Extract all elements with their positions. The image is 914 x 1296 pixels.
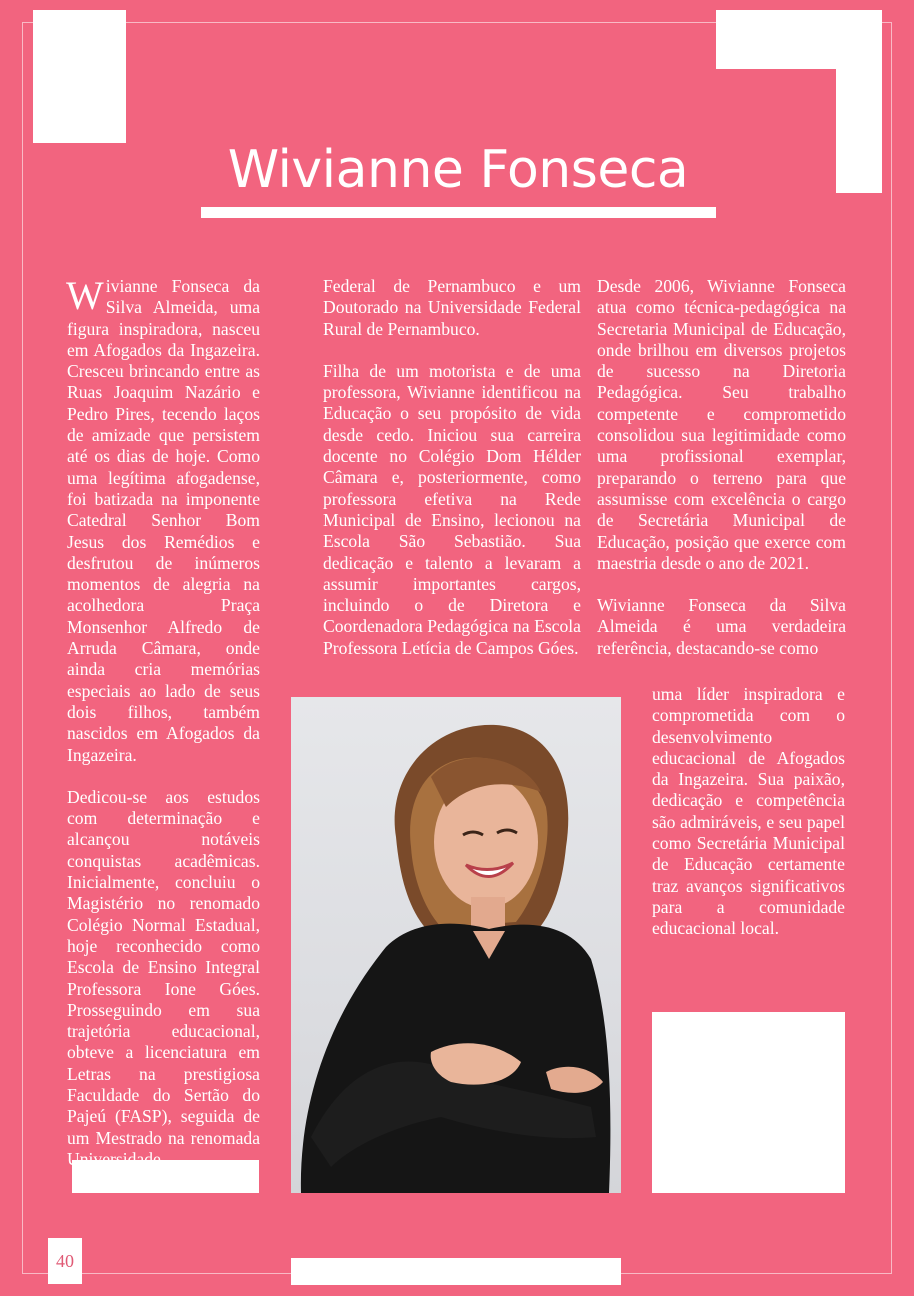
paragraph-reference-end: uma líder inspiradora e comprometida com o desenvolvimento educacional de Afogados da Ingazeira. Sua paixão, dedicação e competência são admiráveis, e seu papel como Secretária Municipal de Educação certamente traz avanços significativos para a comunidade educacional local.: [652, 684, 845, 939]
page-number: 40: [48, 1238, 82, 1284]
corner-block-top-left: [33, 10, 126, 143]
article-column-1: [66, 273, 260, 1170]
article-column-3: [597, 276, 846, 659]
paragraph-education: Dedicou-se aos estudos com determinação e alcançou notáveis conquistas acadêmicas. Inicialmente, concluiu o Magistério no renomado Colégio Normal Estadual, hoje reconhecido como Escola de Ensino Integral Professora Ione Góes. Prosseguindo em sua trajetória educacional, obteve a licenciatura em Letras na prestigiosa Faculdade do Sertão do Pajeú (FASP), seguida de um Mestrado na renomada Universidade: [67, 786, 260, 1169]
paragraph-doctorate: Federal de Pernambuco e um Doutorado na Universidade Federal Rural de Pernambuco.: [323, 276, 581, 339]
page-title: Wivianne Fonseca: [227, 140, 689, 200]
drop-cap: W: [66, 273, 104, 318]
portrait-illustration: [291, 697, 621, 1193]
paragraph-secretary: Desde 2006, Wivianne Fonseca atua como técnica-pedagógica na Secretaria Municipal de Educação, onde brilhou em diversos projetos de sucesso na Diretoria Pedagógica. Seu trabalho competente e comprometido consolidou sua legitimidade como uma profissional exemplar, preparando o terreno para que assumisse com excelência o cargo de Secretária Municipal de Educação, posição que exerce com maestria desde o ano de 2021.: [597, 276, 846, 573]
article-column-2: [323, 276, 581, 659]
title-underline: [201, 207, 716, 218]
portrait-photo: [291, 697, 621, 1193]
paragraph-career: Filha de um motorista e de uma professora, Wivianne identificou na Educação o seu propósito de vida desde cedo. Iniciou sua carreira docente no Colégio Dom Hélder Câmara e, posteriormente, como professora efetiva na Rede Municipal de Ensino, lecionou na Escola São Sebastião. Sua dedicação e talento a levaram a assumir importantes cargos, incluindo o de Diretora e Coordenadora Pedagógica na Escola Professora Letícia de Campos Góes.: [323, 360, 581, 658]
corner-bracket-top-right-v: [836, 10, 882, 193]
deco-bar-bottom-center: [291, 1258, 621, 1285]
article-column-3-continued: [652, 684, 845, 940]
paragraph-intro: [66, 273, 260, 766]
paragraph-reference-lead: Wivianne Fonseca da Silva Almeida é uma verdadeira referência, destacando-se como: [597, 595, 846, 658]
deco-block-bottom-right: [652, 1012, 845, 1193]
paragraph-intro-text: ivianne Fonseca da Silva Almeida, uma figura inspiradora, nasceu em Afogados da Ingazeira. Cresceu brincando entre as Ruas Joaquim Nazário e Pedro Pires, tecendo laços de amizade que persistem até os dias de hoje. Como uma legítima afogadense, foi batizada na imponente Catedral Senhor Bom Jesus dos Remédios e desfrutou de inúmeros momentos de alegria na acolhedora Praça Monsenhor Alfredo de Arruda Câmara, onde ainda cria memórias especiais ao lado de seus dois filhos, também nascidos em Afogados da Ingazeira.: [67, 276, 260, 765]
